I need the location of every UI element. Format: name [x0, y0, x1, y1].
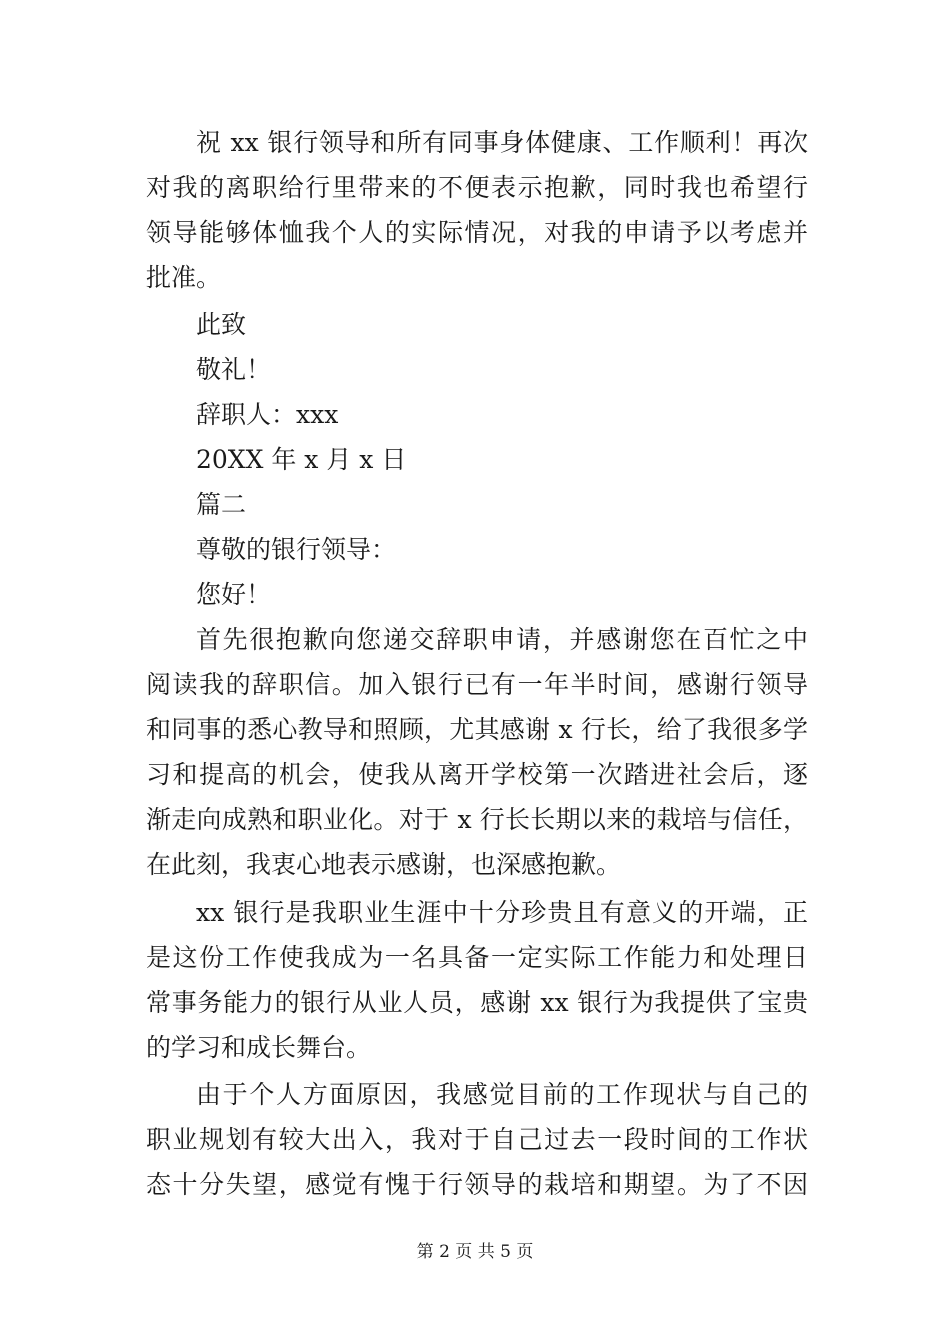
date-line-line: 20XX 年 x 月 x 日: [196, 445, 407, 474]
greeting-addressee-line: 尊敬的银行领导：: [196, 535, 397, 564]
body-paragraph-2-line: 是这份工作使我成为一名具备一定实际工作能力和处理日: [146, 943, 808, 972]
body-paragraph-2-line: 常事务能力的银行从业人员，感谢 xx 银行为我提供了宝贵: [146, 988, 808, 1017]
body-paragraph-1-line: 在此刻，我衷心地表示感谢，也深感抱歉。: [146, 850, 622, 879]
body-paragraph-2-line: xx 银行是我职业生涯中十分珍贵且有意义的开端，正: [196, 898, 808, 927]
signature-line-line: 辞职人：xxx: [196, 400, 339, 429]
body-paragraph-1-line: 渐走向成熟和职业化。对于 x 行长长期以来的栽培与信任，: [146, 805, 808, 834]
body-paragraph-1-line: 首先很抱歉向您递交辞职申请，并感谢您在百忙之中: [196, 625, 808, 654]
body-paragraph-1-line: 和同事的悉心教导和照顾，尤其感谢 x 行长，给了我很多学: [146, 715, 808, 744]
salutation-cizhi-line: 此致: [196, 310, 247, 339]
salutation-jingli-line: 敬礼！: [196, 355, 272, 384]
page-footer: 第 2 页 共 5 页: [416, 1242, 534, 1262]
body-paragraph-2-line: 的学习和成长舞台。: [146, 1033, 372, 1062]
closing-wishes-paragraph-line: 领导能够体恤我个人的实际情况，对我的申请予以考虑并: [146, 218, 808, 247]
closing-wishes-paragraph-line: 批准。: [146, 263, 222, 292]
body-paragraph-1-line: 阅读我的辞职信。加入银行已有一年半时间，感谢行领导: [146, 670, 808, 699]
closing-wishes-paragraph-line: 祝 xx 银行领导和所有同事身体健康、工作顺利！再次: [196, 128, 808, 157]
closing-wishes-paragraph-line: 对我的离职给行里带来的不便表示抱歉，同时我也希望行: [146, 173, 808, 202]
body-paragraph-3-line: 由于个人方面原因，我感觉目前的工作现状与自己的: [196, 1080, 808, 1109]
greeting-hello-line: 您好！: [196, 580, 272, 609]
body-paragraph-3-line: 态十分失望，感觉有愧于行领导的栽培和期望。为了不因: [146, 1170, 808, 1199]
body-paragraph-3-line: 职业规划有较大出入，我对于自己过去一段时间的工作状: [146, 1125, 808, 1154]
body-paragraph-1-line: 习和提高的机会，使我从离开学校第一次踏进社会后，逐: [146, 760, 808, 789]
section-heading-line: 篇二: [196, 490, 247, 519]
